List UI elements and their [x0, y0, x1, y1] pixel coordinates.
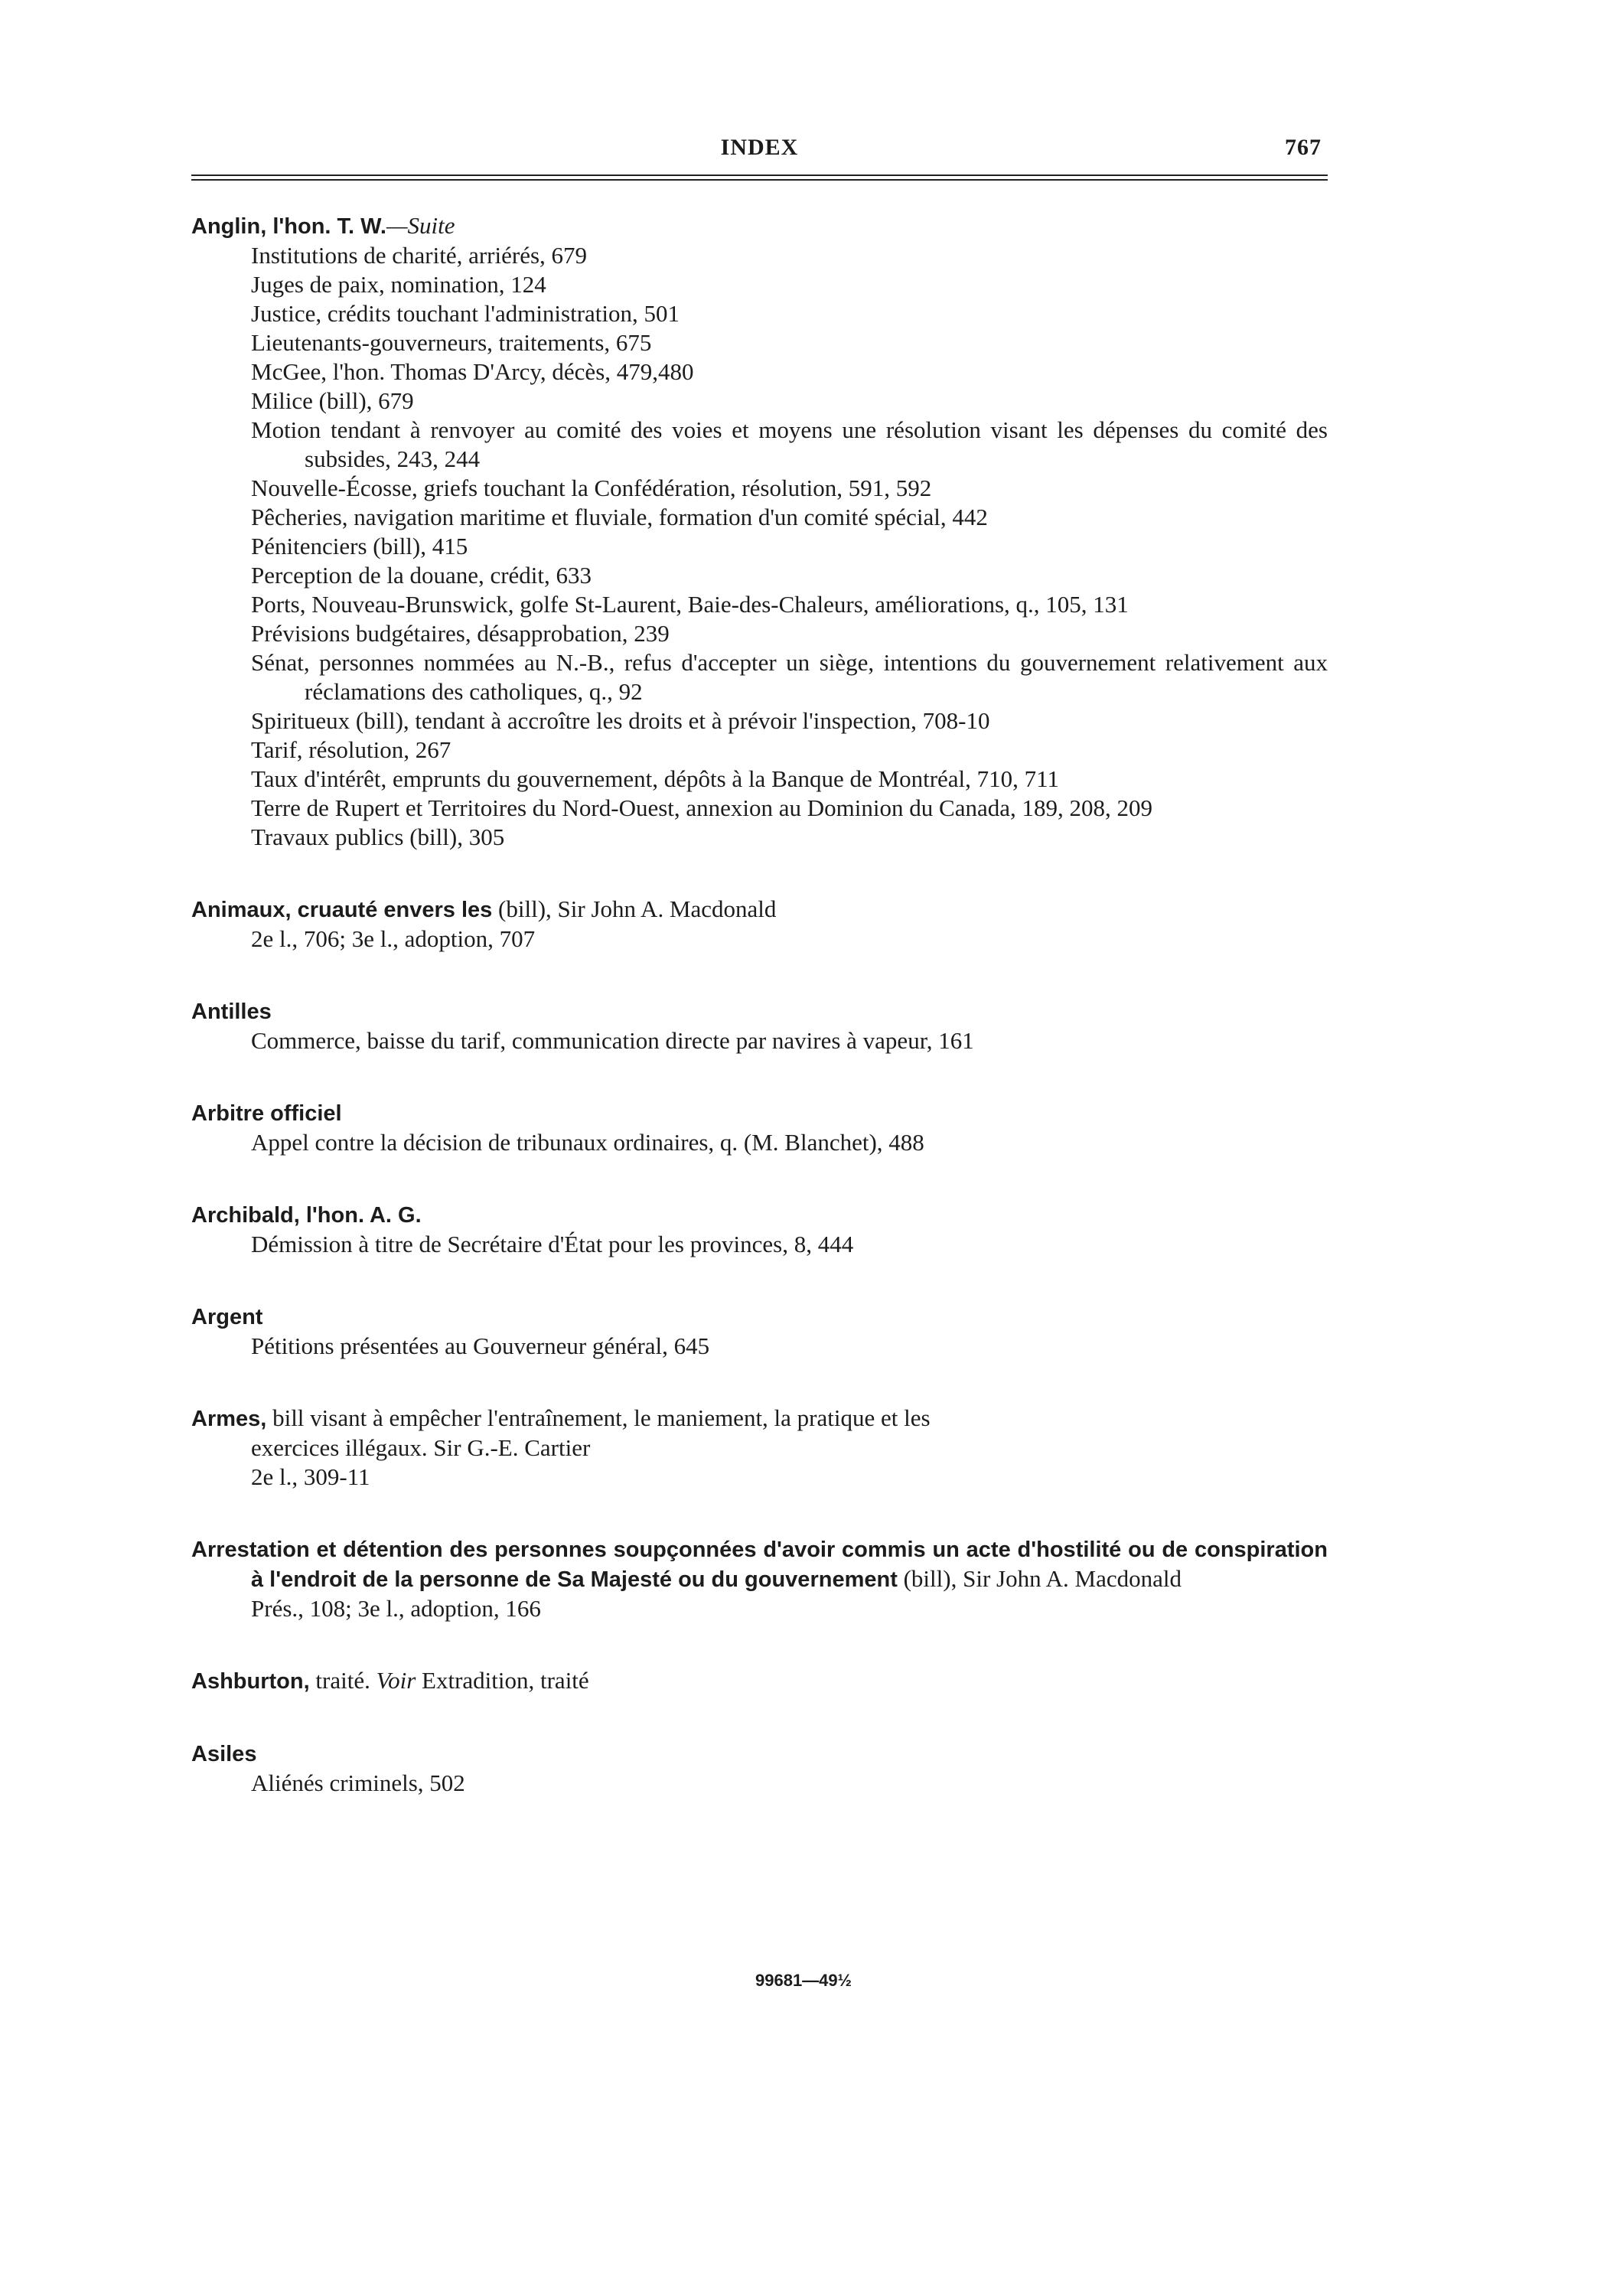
- index-entry: [191, 1200, 1328, 1259]
- entry-subitem: Commerce, baisse du tarif, communication directe par navires à vapeur, 161: [251, 1027, 974, 1054]
- index-entry: [191, 1302, 1328, 1361]
- entry-heading: Arrestation et détention des personnes soupçonnées d'avoir commis un acte d'hostilité ou de conspiration à l'endroit de la personne de Sa Majesté ou du gouvernement (bill), Sir John A. Macdonald: [191, 1538, 1328, 1592]
- entry-subitem: Tarif, résolution, 267: [251, 736, 451, 763]
- entry-subitem: Lieutenants-gouverneurs, traitements, 675: [251, 329, 652, 356]
- entry-subitem: Pétitions présentées au Gouverneur général, 645: [251, 1332, 710, 1359]
- index-entry: [191, 1666, 1328, 1696]
- entry-subitem: Motion tendant à renvoyer au comité des voies et moyens une résolution visant les dépenses du comité des subsides, 243, 244: [251, 416, 1328, 472]
- entry-subitem: Démission à titre de Secrétaire d'État pour les provinces, 8, 444: [251, 1231, 854, 1257]
- page-number: 767: [1285, 135, 1322, 160]
- index-entry: [191, 1739, 1328, 1798]
- entry-subitem: Ports, Nouveau-Brunswick, golfe St-Laurent, Baie-des-Chaleurs, améliorations, q., 105, 131: [251, 591, 1129, 618]
- entry-subitem: 2e l., 309-11: [251, 1463, 370, 1490]
- entry-subitem: Travaux publics (bill), 305: [251, 823, 505, 850]
- entry-subitem: Spiritueux (bill), tendant à accroître les droits et à prévoir l'inspection, 708-10: [251, 707, 990, 734]
- index-entry: [191, 1098, 1328, 1157]
- entry-subitem: Aliénés criminels, 502: [251, 1769, 465, 1796]
- entry-subitem: Nouvelle-Écosse, griefs touchant la Confédération, résolution, 591, 592: [251, 475, 932, 501]
- entry-subitem: Perception de la douane, crédit, 633: [251, 562, 592, 589]
- entry-subitem: Institutions de charité, arriérés, 679: [251, 242, 588, 269]
- entry-heading: Asiles: [191, 1742, 257, 1766]
- index-page: [191, 130, 1328, 1798]
- entry-subitem: Appel contre la décision de tribunaux ordinaires, q. (M. Blanchet), 488: [251, 1129, 924, 1156]
- entry-subitem: Justice, crédits touchant l'administration, 501: [251, 300, 680, 327]
- entry-subitem: Prés., 108; 3e l., adoption, 166: [251, 1595, 541, 1622]
- index-entry: [191, 211, 1328, 852]
- index-entry: [191, 1404, 1328, 1492]
- entry-heading: Archibald, l'hon. A. G.: [191, 1203, 422, 1228]
- page-title: INDEX: [720, 135, 799, 160]
- entry-heading: Antilles: [191, 1000, 272, 1024]
- entry-subitem: Milice (bill), 679: [251, 387, 414, 414]
- entry-subitem: McGee, l'hon. Thomas D'Arcy, décès, 479,480: [251, 358, 694, 385]
- index-entry: [191, 895, 1328, 954]
- index-entry: [191, 996, 1328, 1055]
- entry-subitem: 2e l., 706; 3e l., adoption, 707: [251, 925, 536, 952]
- header-rule: [191, 174, 1328, 181]
- entry-subitem: Sénat, personnes nommées au N.-B., refus d'accepter un siège, intentions du gouvernement relativement aux réclamations des catholiques, q., 92: [251, 649, 1328, 705]
- entry-subitem: Juges de paix, nomination, 124: [251, 271, 546, 298]
- index-entry: [191, 1534, 1328, 1623]
- entry-subitem: Terre de Rupert et Territoires du Nord-Ouest, annexion au Dominion du Canada, 189, 208, 209: [251, 794, 1152, 821]
- entry-heading: Argent: [191, 1305, 263, 1329]
- entry-heading: Anglin, l'hon. T. W.—Suite: [191, 212, 455, 239]
- entry-heading: Arbitre officiel: [191, 1101, 342, 1126]
- page-footer-code: 99681—49½: [755, 1971, 852, 1990]
- entry-heading: Armes, bill visant à empêcher l'entraînement, le maniement, la pratique et les exercices illégaux. Sir G.-E. Cartier: [191, 1404, 931, 1461]
- page-header: [191, 130, 1328, 174]
- entry-subitem: Pêcheries, navigation maritime et fluviale, formation d'un comité spécial, 442: [251, 504, 988, 530]
- entry-subitem: Prévisions budgétaires, désapprobation, 239: [251, 620, 670, 647]
- entry-subitem: Pénitenciers (bill), 415: [251, 533, 468, 559]
- entry-heading: Animaux, cruauté envers les (bill), Sir John A. Macdonald: [191, 895, 777, 922]
- entry-heading: Ashburton, traité. Voir Extradition, traité: [191, 1667, 589, 1694]
- entry-subitem: Taux d'intérêt, emprunts du gouvernement, dépôts à la Banque de Montréal, 710, 711: [251, 765, 1059, 792]
